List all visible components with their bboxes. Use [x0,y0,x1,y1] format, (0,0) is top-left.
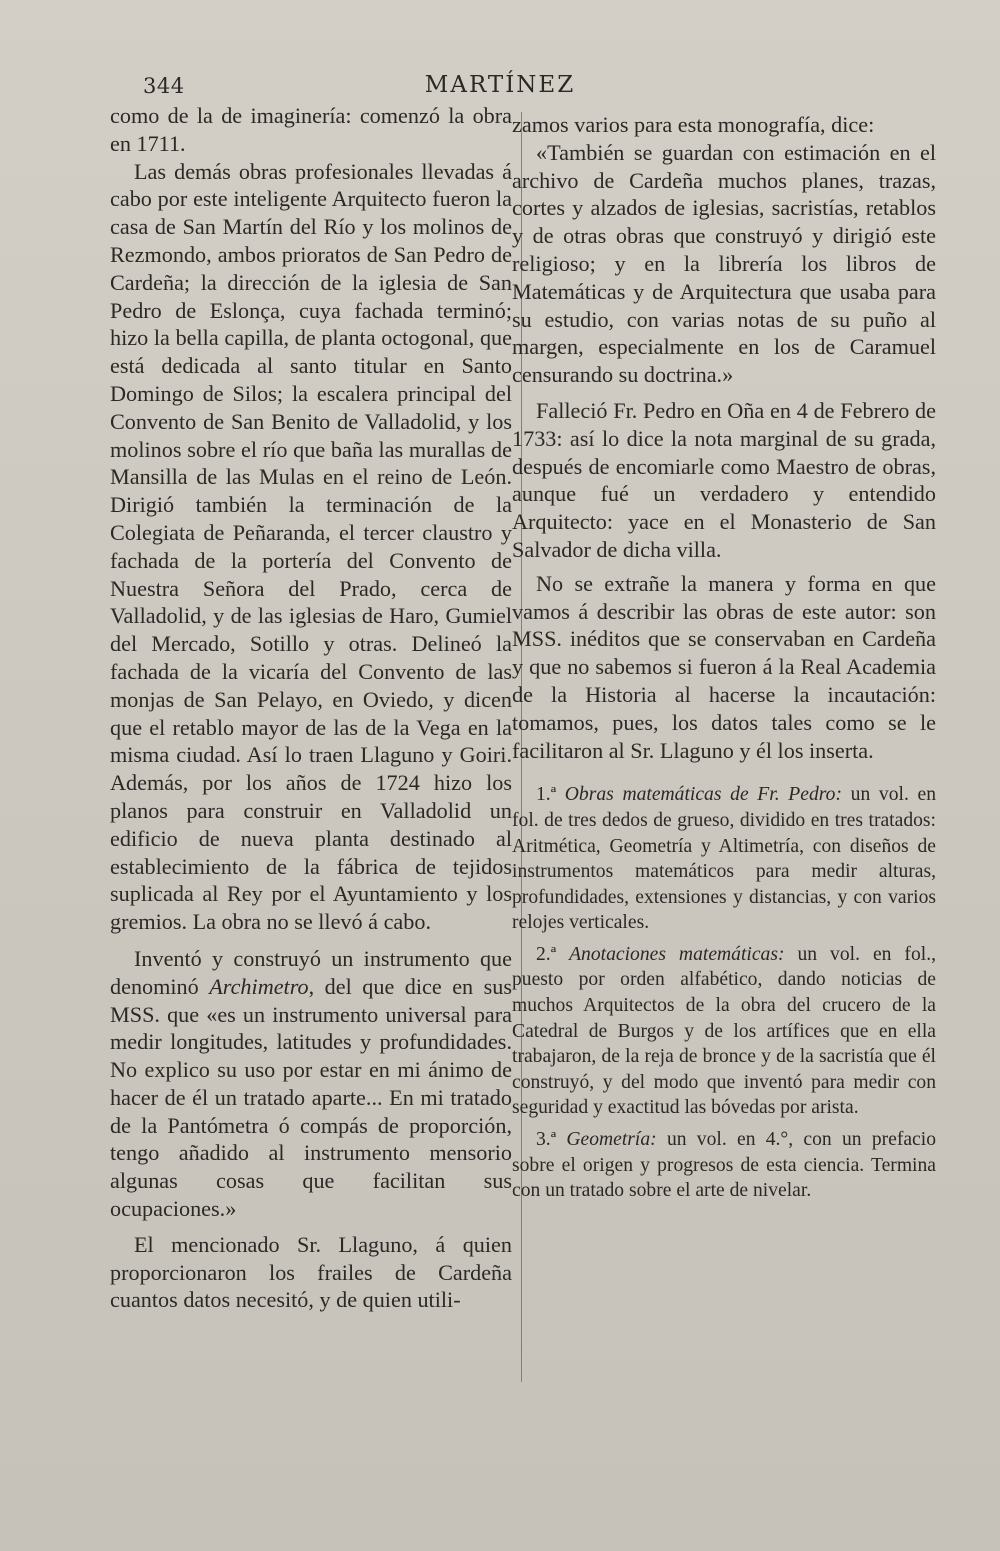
list-number: 2.ª [536,943,557,965]
list-number: 3.ª [536,1129,557,1151]
list-text: un vol. en fol. de tres dedos de grueso, dividido en tres tratados: Aritmética, Geometría y Altimetría, con diseños de instrumentos matemáticos para medir alturas, profundidades, extensiones y distancias, y con varios relojes verticales. [512,784,937,934]
right-paragraph-2: Falleció Fr. Pedro en Oña en 4 de Febrero de 1733: así lo dice la nota marginal de su grada, después de encomiarle como Maestro de obras, aunque fué un verdadero y entendido Arquitecto: yace en el Monasterio de San Salvador de dicha villa. [512,397,936,562]
works-list-item-2 [512,942,936,1121]
right-column [512,111,936,1204]
page-number: 344 [143,74,185,98]
list-number: 1.ª [536,784,557,806]
list-text: un vol. en 4.°, con un prefacio sobre el origen y progresos de esta ciencia. Termina con un tratado sobre el arte de nivelar. [512,1129,936,1202]
works-list-item-1 [512,782,936,936]
list-title: Obras matemáticas de Fr. Pedro: [564,784,842,806]
left-paragraph-3-end: , del que dice en sus MSS. que «es un instrumento universal para medir longitudes, latitudes y profundidades. No explico su uso por estar en mi ánimo de hacer de él un tratado aparte... En mi tratado de la Pantómetra ó compás de proporción, tengo añadido al instrumento mensorio algunas cosas que facilitan sus ocupaciones.» [110,973,512,1222]
left-paragraph-1: como de la de imaginería: comenzó la obra en 1711. [110,103,512,156]
list-text: un vol. en fol., puesto por orden alfabético, dando noticias de muchos Arquitectos de la obra del crucero de la Catedral de Burgos y de los artífices que en ella trabajaron, de la reja de bronce y de la sacristía que él construyó, y del modo que inventó para medir con seguridad y exactitud las bóvedas por arista. [512,943,936,1119]
left-paragraph-3 [110,945,512,1223]
list-title: Geometría: [566,1129,657,1151]
left-paragraph-2: Las demás obras profesionales llevadas á cabo por este inteligente Arquitecto fueron la casa de San Martín del Río y los molinos de Rezmondo, ambos prioratos de San Pedro de Cardeña; la dirección de la iglesia de San Pedro de Eslonça, cuya fachada terminó; hizo la bella capilla, de planta octogonal, que está dedicada al santo titular en Santo Domingo de Silos; la escalera principal del Convento de San Benito de Valladolid, y los molinos sobre el río que baña las murallas de Mansilla de las Mulas en el reino de León. Dirigió también la terminación de la Colegiata de Peñaranda, el tercer claustro y fachada de la portería del Convento de Nuestra Señora del Prado, cerca de Valladolid, y de las iglesias de Haro, Gumiel del Mercado, Sotillo y otras. Delineó la fachada de la vicaría del Convento de las monjas de San Pelayo, en Oviedo, y dicen que el retablo mayor de las de la Vega en la misma ciudad. Así lo traen Llaguno y Goiri. Además, por los años de 1724 hizo los planos para construir en Valladolid un edificio de nueva planta destinado al establecimiento de la fábrica de tejidos suplicada al Rey por el Ayuntamiento y los gremios. La obra no se llevó á cabo. [110,158,512,935]
right-paragraph-quote: «También se guardan con estimación en el archivo de Cardeña muchos planes, trazas, cortes y alzados de iglesias, sacristías, retablos y de otras obras que construyó y dirigió este religioso; y en la librería los libros de Matemáticas y de Arquitectura que usaba para su estudio, con varias notas de su puño al margen, especialmente en los de Caramuel censurando su doctrina.» [512,139,936,388]
running-head: MARTÍNEZ [424,72,576,98]
left-column [110,102,512,1314]
right-paragraph-3: No se extrañe la manera y forma en que vamos á describir las obras de este autor: son MSS. inéditos que se conservaban en Cardeña y que no sabemos si fueron á la Real Academia de la Historia al hacerse la incautación: tomamos, pues, los datos tales como se le facilitaron al Sr. Llaguno y él los inserta. [512,570,936,763]
archimetro-term: Archimetro [209,973,309,999]
left-paragraph-4: El mencionado Sr. Llaguno, á quien proporcionaron los frailes de Cardeña cuantos datos necesitó, y de quien utili- [110,1231,512,1313]
list-title: Anotaciones matemáticas: [569,943,785,965]
page-header [0,70,1000,106]
works-list-item-3 [512,1127,936,1204]
right-paragraph-1: zamos varios para esta monografía, dice: [512,112,875,137]
left-paragraph-3-start: Inventó y construyó un instrumento que denominó [110,945,512,999]
